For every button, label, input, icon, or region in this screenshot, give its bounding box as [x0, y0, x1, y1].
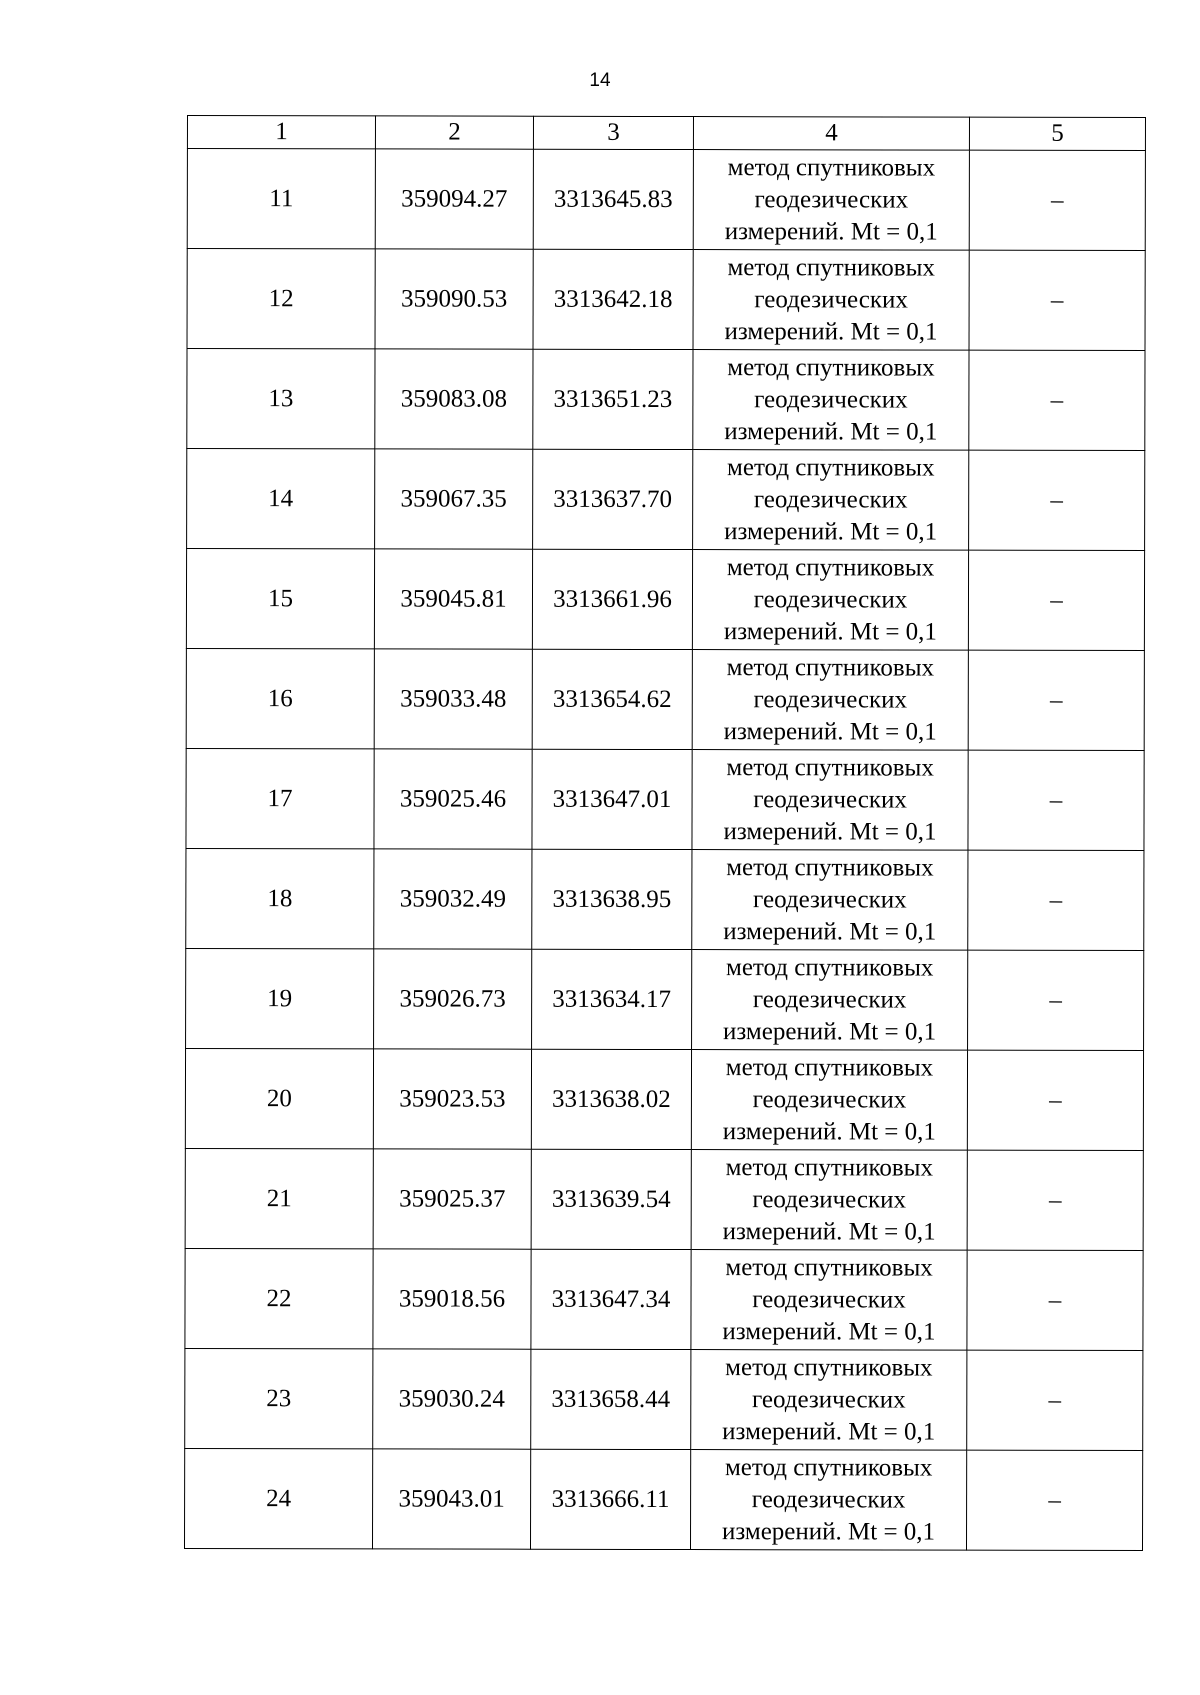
note-cell: – [968, 650, 1144, 750]
x-coordinate-cell: 359026.73 [374, 949, 532, 1049]
method-line: измерений. Mt = 0,1 [722, 1417, 936, 1446]
method-line: метод спутниковых [727, 253, 935, 282]
method-cell [692, 950, 968, 1051]
point-number-cell: 23 [185, 1348, 373, 1448]
method-cell [692, 650, 968, 751]
y-coordinate-cell: 3313634.17 [532, 949, 692, 1049]
method-line: метод спутниковых [726, 753, 934, 782]
header-cell-1: 1 [187, 116, 375, 149]
x-coordinate-cell: 359018.56 [373, 1249, 531, 1349]
y-coordinate-cell: 3313661.96 [532, 549, 692, 649]
header-cell-5: 5 [969, 117, 1145, 150]
point-number-cell: 24 [184, 1448, 372, 1548]
method-cell [693, 150, 969, 251]
point-number-cell: 17 [186, 748, 374, 848]
method-line: измерений. Mt = 0,1 [724, 417, 938, 446]
note-cell: – [969, 350, 1145, 450]
method-line: измерений. Mt = 0,1 [723, 1017, 937, 1046]
method-cell [693, 250, 969, 351]
y-coordinate-cell: 3313658.44 [531, 1349, 691, 1449]
method-line: геодезических [753, 585, 908, 614]
page-number: 14 [589, 70, 611, 91]
table-row [186, 748, 1144, 850]
method-line: метод спутниковых [726, 853, 934, 882]
method-line: метод спутниковых [726, 653, 935, 682]
note-cell: – [968, 550, 1144, 650]
method-cell [691, 1250, 967, 1351]
method-line: геодезических [753, 685, 908, 714]
table-body [184, 149, 1145, 1551]
header-cell-4: 4 [693, 117, 969, 151]
method-line: метод спутниковых [725, 1153, 934, 1182]
x-coordinate-cell: 359043.01 [372, 1449, 530, 1549]
method-line: геодезических [753, 785, 907, 814]
method-line: метод спутниковых [724, 1453, 933, 1482]
table-row [187, 449, 1145, 551]
method-line: геодезических [752, 1285, 906, 1314]
method-line: геодезических [752, 985, 907, 1014]
point-number-cell: 21 [185, 1148, 373, 1248]
method-line: геодезических [751, 1385, 906, 1414]
x-coordinate-cell: 359094.27 [375, 149, 533, 249]
note-cell: – [967, 1150, 1143, 1250]
y-coordinate-cell: 3313638.02 [531, 1049, 691, 1149]
point-number-cell: 20 [185, 1048, 373, 1148]
x-coordinate-cell: 359067.35 [375, 449, 533, 549]
table-row [186, 948, 1144, 1050]
method-cell [692, 550, 968, 651]
method-cell [693, 350, 969, 451]
method-line: измерений. Mt = 0,1 [723, 717, 937, 746]
method-line: геодезических [753, 885, 907, 914]
method-line: измерений. Mt = 0,1 [723, 917, 937, 946]
method-cell [690, 1450, 966, 1551]
header-cell-2: 2 [375, 116, 533, 149]
x-coordinate-cell: 359025.37 [373, 1149, 531, 1249]
method-line: метод спутниковых [727, 153, 936, 182]
method-cell [692, 850, 968, 951]
point-number-cell: 14 [187, 449, 375, 549]
table-row [186, 848, 1144, 950]
method-line: измерений. Mt = 0,1 [724, 317, 938, 346]
method-line: измерений. Mt = 0,1 [722, 1317, 936, 1346]
table-row [185, 1348, 1143, 1450]
point-number-cell: 11 [187, 149, 375, 249]
x-coordinate-cell: 359045.81 [374, 549, 532, 649]
note-cell: – [967, 1350, 1143, 1450]
method-line: метод спутниковых [725, 1053, 934, 1082]
note-cell: – [969, 450, 1145, 550]
x-coordinate-cell: 359025.46 [374, 749, 532, 849]
x-coordinate-cell: 359032.49 [374, 849, 532, 949]
note-cell: – [967, 1250, 1143, 1350]
table-header [187, 116, 1145, 151]
y-coordinate-cell: 3313647.01 [532, 749, 692, 849]
x-coordinate-cell: 359023.53 [373, 1049, 531, 1149]
y-coordinate-cell: 3313642.18 [533, 249, 693, 349]
note-cell: – [969, 150, 1145, 250]
y-coordinate-cell: 3313666.11 [530, 1449, 690, 1549]
header-row [187, 116, 1145, 151]
method-line: измерений. Mt = 0,1 [724, 217, 938, 246]
method-line: метод спутниковых [726, 553, 935, 582]
y-coordinate-cell: 3313638.95 [532, 849, 692, 949]
method-line: геодезических [751, 1485, 906, 1514]
method-line: метод спутниковых [725, 1253, 933, 1282]
method-line: геодезических [752, 1185, 907, 1214]
method-line: измерений. Mt = 0,1 [722, 1217, 936, 1246]
method-line: измерений. Mt = 0,1 [721, 1517, 936, 1546]
table-row [187, 149, 1145, 251]
table-row [185, 1048, 1143, 1150]
method-line: измерений. Mt = 0,1 [723, 617, 937, 646]
note-cell: – [966, 1450, 1142, 1550]
method-line: метод спутниковых [727, 353, 935, 382]
point-number-cell: 18 [186, 848, 374, 948]
table-row [186, 549, 1144, 651]
point-number-cell: 15 [186, 549, 374, 649]
y-coordinate-cell: 3313639.54 [531, 1149, 691, 1249]
point-number-cell: 22 [185, 1248, 373, 1348]
method-cell [692, 750, 968, 851]
method-line: метод спутниковых [725, 1353, 933, 1382]
y-coordinate-cell: 3313647.34 [531, 1249, 691, 1349]
y-coordinate-cell: 3313654.62 [532, 649, 692, 749]
table-row [186, 648, 1144, 750]
note-cell: – [968, 750, 1144, 850]
header-cell-3: 3 [533, 116, 693, 149]
x-coordinate-cell: 359083.08 [375, 349, 533, 449]
method-line: геодезических [753, 485, 908, 514]
point-number-cell: 13 [187, 349, 375, 449]
method-cell [691, 1150, 967, 1251]
method-line: измерений. Mt = 0,1 [724, 517, 938, 546]
method-line: измерений. Mt = 0,1 [722, 1117, 936, 1146]
y-coordinate-cell: 3313637.70 [533, 449, 693, 549]
method-line: геодезических [754, 385, 908, 414]
point-number-cell: 19 [186, 948, 374, 1048]
method-cell [691, 1050, 967, 1151]
method-line: измерений. Mt = 0,1 [723, 817, 937, 846]
x-coordinate-cell: 359033.48 [374, 649, 532, 749]
table-row [185, 1248, 1143, 1350]
note-cell: – [967, 1050, 1143, 1150]
table-row [187, 349, 1145, 451]
method-line: метод спутниковых [727, 453, 935, 482]
x-coordinate-cell: 359030.24 [373, 1349, 531, 1449]
table-row [187, 249, 1145, 351]
method-line: геодезических [752, 1085, 907, 1114]
method-line: метод спутниковых [725, 953, 934, 982]
method-line: геодезических [754, 185, 909, 214]
note-cell: – [968, 950, 1144, 1050]
x-coordinate-cell: 359090.53 [375, 249, 533, 349]
point-number-cell: 16 [186, 648, 374, 748]
table-row [184, 1448, 1142, 1550]
y-coordinate-cell: 3313645.83 [533, 149, 693, 249]
method-line: геодезических [754, 285, 908, 314]
note-cell: – [968, 850, 1144, 950]
coordinates-table [184, 115, 1146, 1551]
note-cell: – [969, 250, 1145, 350]
y-coordinate-cell: 3313651.23 [533, 349, 693, 449]
point-number-cell: 12 [187, 249, 375, 349]
table-row [185, 1148, 1143, 1250]
method-cell [691, 1350, 967, 1451]
method-cell [693, 450, 969, 551]
